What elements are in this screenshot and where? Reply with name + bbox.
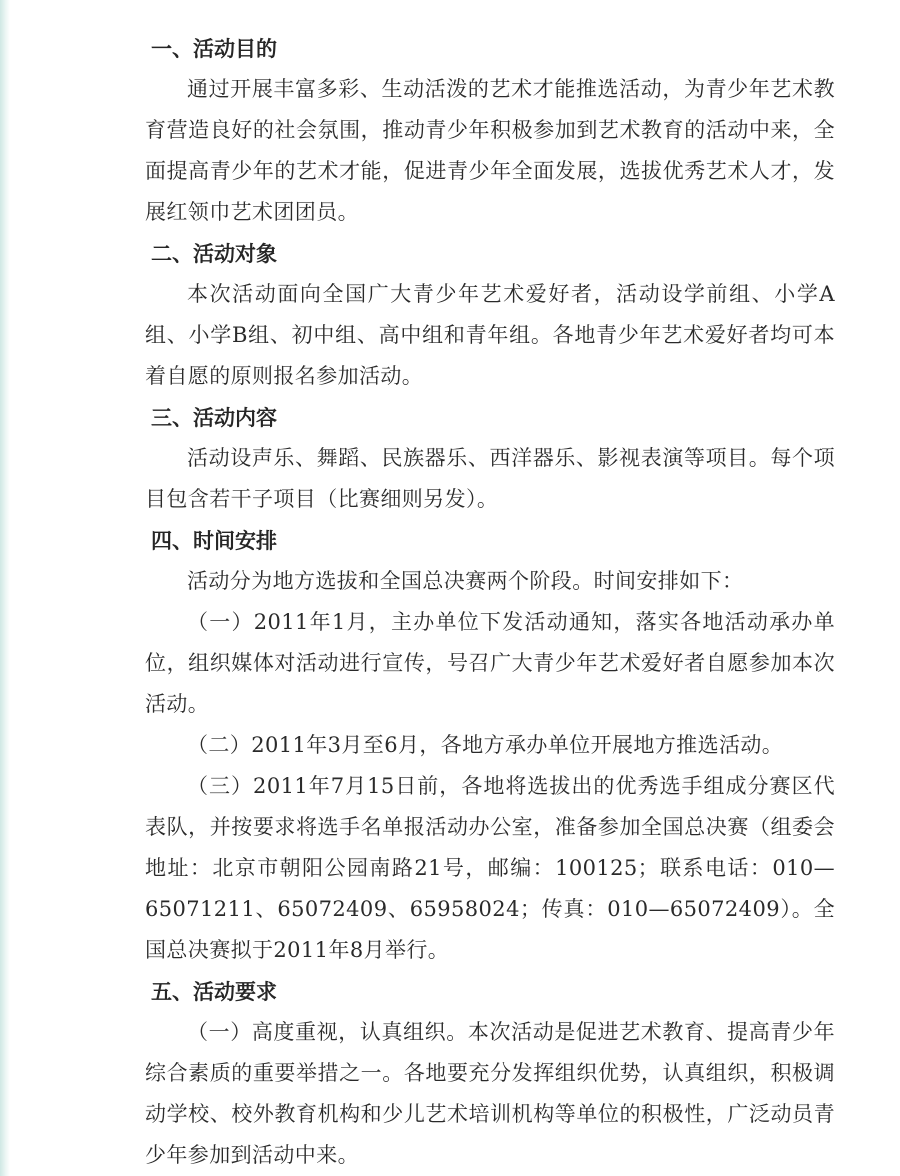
paragraph: 活动设声乐、舞蹈、民族器乐、西洋器乐、影视表演等项目。每个项目包含若干子项目（比赛细则另发）。 xyxy=(145,446,835,511)
requirement-item: （一）高度重视，认真组织。本次活动是促进艺术教育、提高青少年综合素质的重要举措之一。各地要充分发挥组织优势，认真组织，积极调动学校、校外教育机构和少儿艺术培训机构等单位的积极性，广泛动员青少年参加到活动中来。 xyxy=(145,1020,835,1167)
section-heading: 二、活动对象 xyxy=(151,241,277,266)
section-participants xyxy=(145,233,835,397)
section-requirements xyxy=(145,971,835,1176)
section-purpose xyxy=(145,28,835,233)
schedule-item: （三）2011年7月15日前，各地将选拔出的优秀选手组成分赛区代表队，并按要求将选手名单报活动办公室，准备参加全国总决赛（组委会地址：北京市朝阳公园南路21号，邮编：100125；联系电话：010—65071211、65072409、65958024；传真：010—65072409）。全国总决赛拟于2011年8月举行。 xyxy=(145,774,835,962)
document-page xyxy=(145,28,835,1176)
schedule-item: （二）2011年3月至6月，各地方承办单位开展地方推选活动。 xyxy=(187,733,784,757)
section-heading: 五、活动要求 xyxy=(151,979,277,1004)
paragraph: 本次活动面向全国广大青少年艺术爱好者，活动设学前组、小学A组、小学B组、初中组、高中组和青年组。各地青少年艺术爱好者均可本着自愿的原则报名参加活动。 xyxy=(145,282,835,388)
section-heading: 四、时间安排 xyxy=(151,528,277,553)
paragraph: 活动分为地方选拔和全国总决赛两个阶段。时间安排如下： xyxy=(187,569,744,593)
section-heading: 三、活动内容 xyxy=(151,405,277,430)
section-schedule xyxy=(145,520,835,971)
section-content xyxy=(145,397,835,520)
page-edge-shadow xyxy=(0,0,10,1176)
paragraph: 通过开展丰富多彩、生动活泼的艺术才能推选活动，为青少年艺术教育营造良好的社会氛围，推动青少年积极参加到艺术教育的活动中来，全面提高青少年的艺术才能，促进青少年全面发展，选拔优秀艺术人才，发展红领巾艺术团团员。 xyxy=(145,77,835,224)
schedule-item: （一）2011年1月，主办单位下发活动通知，落实各地活动承办单位，组织媒体对活动进行宣传，号召广大青少年艺术爱好者自愿参加本次活动。 xyxy=(145,610,835,716)
section-heading: 一、活动目的 xyxy=(151,36,277,61)
